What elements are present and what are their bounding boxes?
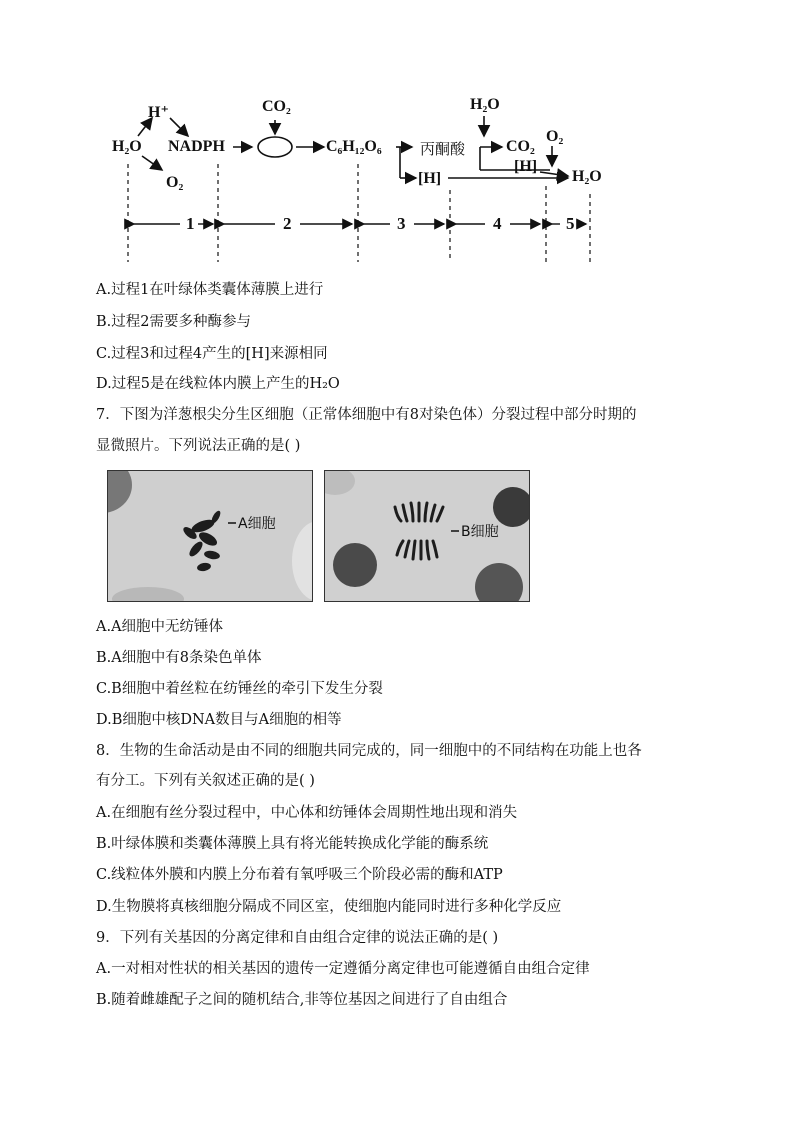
q8-stem-line1: 8．生物的生命活动是由不同的细胞共同完成的，同一细胞中的不同结构在功能上也各 <box>96 743 642 759</box>
q8-option-d: D.生物膜将真核细胞分隔成不同区室，使细胞内能同时进行多种化学反应 <box>96 899 562 915</box>
q6-option-d: D.过程5是在线粒体内膜上产生的H₂O <box>96 376 340 392</box>
q7-stem-line1: 7．下图为洋葱根尖分生区细胞（正常体细胞中有8对染色体）分裂过程中部分时期的 <box>96 407 637 423</box>
h-bracket-right-label: [H] <box>514 158 538 175</box>
q6-option-a: A.过程1在叶绿体类囊体薄膜上进行 <box>96 282 324 298</box>
segment-4-label: 4 <box>493 214 502 233</box>
micrograph-a <box>107 470 313 602</box>
segment-2-label: 2 <box>283 214 292 233</box>
q8-option-b: B.叶绿体膜和类囊体薄膜上具有将光能转换成化学能的酶系统 <box>96 836 489 852</box>
micrograph-b <box>324 470 530 602</box>
q6-option-b: B.过程2需要多种酶参与 <box>96 314 251 330</box>
h-plus-label: H⁺ <box>148 104 169 121</box>
cell-b-label: B细胞 <box>461 524 499 540</box>
segment-3-label: 3 <box>397 214 406 233</box>
q9-option-b: B.随着雌雄配子之间的随机结合,非等位基因之间进行了自由组合 <box>96 992 508 1008</box>
h2o-left-label: H₂O <box>112 138 142 155</box>
q9-option-a: A.一对相对性状的相关基因的遗传一定遵循分离定律也可能遵循自由组合定律 <box>96 961 590 977</box>
h-bracket-left-label: [H] <box>418 170 442 187</box>
q8-option-a: A.在细胞有丝分裂过程中，中心体和纺锤体会周期性地出现和消失 <box>96 805 518 821</box>
q7-option-d: D.B细胞中核DNA数目与A细胞的相等 <box>96 712 342 728</box>
h2o-top-label: H₂O <box>470 96 500 113</box>
glucose-label: C₆H₁₂O₆ <box>326 138 382 155</box>
o2-right-label: O₂ <box>546 128 564 145</box>
segment-1-label: 1 <box>186 214 195 233</box>
q7-stem-line2: 显微照片。下列说法正确的是( ) <box>96 438 301 454</box>
h2o-final-label: H₂O <box>572 168 602 185</box>
q8-stem-line2: 有分工。下列有关叙述正确的是( ) <box>96 773 315 789</box>
co2-top-label: CO₂ <box>262 98 291 115</box>
co2-right-label: CO₂ <box>506 138 535 155</box>
q7-option-b: B.A细胞中有8条染色单体 <box>96 650 262 666</box>
q7-option-c: C.B细胞中着丝粒在纺锤丝的牵引下发生分裂 <box>96 681 383 697</box>
segment-5-label: 5 <box>566 214 575 233</box>
calvin-ellipse <box>258 137 292 157</box>
o2-left-label: O₂ <box>166 174 184 191</box>
metabolism-diagram <box>100 90 620 270</box>
q9-stem: 9．下列有关基因的分离定律和自由组合定律的说法正确的是( ) <box>96 930 499 946</box>
micrograph-a-art <box>108 471 312 601</box>
q7-option-a: A.A细胞中无纺锤体 <box>96 619 224 635</box>
q8-option-c: C.线粒体外膜和内膜上分布着有氧呼吸三个阶段必需的酶和ATP <box>96 867 503 883</box>
pyruvate-label: 丙酮酸 <box>420 140 466 158</box>
cell-a-label: A细胞 <box>238 516 276 532</box>
nadph-label: NADPH <box>168 138 225 155</box>
q6-option-c: C.过程3和过程4产生的[H]来源相同 <box>96 346 328 362</box>
